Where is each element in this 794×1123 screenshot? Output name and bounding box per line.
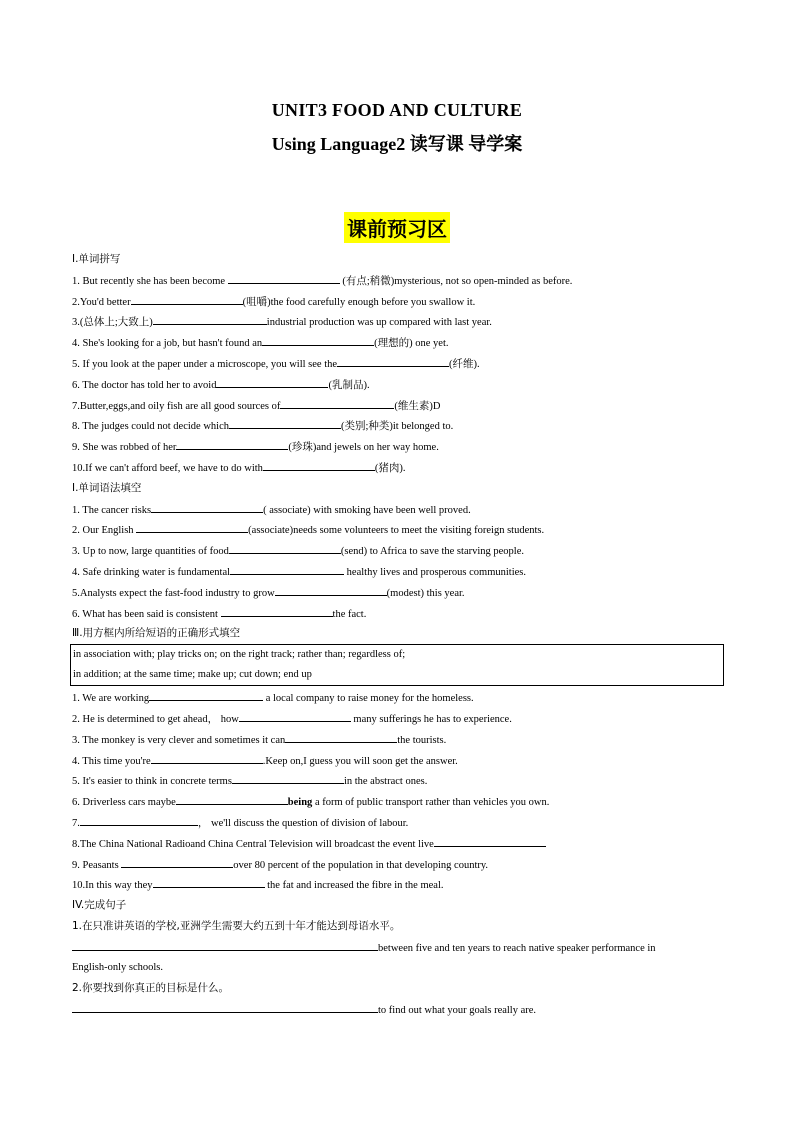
s2-item-6-before: 6. What has been said is consistent [72,609,221,620]
s4-q1-answer-line [72,940,656,956]
s1-item-7 [72,398,440,414]
s3-item-6-before: 6. Driverless cars maybe [72,797,176,808]
s3-item-5-before: 5. It's easier to think in concrete terms [72,776,232,787]
s3-item-1-before: 1. We are working [72,693,150,704]
s1-item-10 [72,460,406,476]
s2-item-4-after: healthy lives and prosperous communities. [344,567,527,578]
section-4-heading: IV.完成句子 [72,899,127,911]
s4-q2-after: to find out what your goals really are. [378,1005,537,1016]
s3-item-9-after: over 80 percent of the population in that developing country. [233,860,489,871]
s3-item-3-after: the tourists. [397,735,447,746]
s1-item-8-before: 8. The judges could not decide which [72,421,229,432]
s2-item-2-blank[interactable] [136,522,248,533]
s3-item-1 [72,690,474,706]
s1-item-5-before: 5. If you look at the paper under a microscope, you will see the [72,359,338,370]
s3-item-5 [72,773,427,789]
s3-item-3-before: 3. The monkey is very clever and sometimes it can [72,735,286,746]
s4-q2-blank[interactable] [72,1002,378,1013]
s1-item-4 [72,335,449,351]
s3-item-10-before: 10.In this way they [72,880,153,891]
s3-item-1-blank[interactable] [149,690,263,701]
s2-item-5-blank[interactable] [275,585,387,596]
s3-item-6-bold: being [287,797,313,808]
phrase-box-line-1: in association with; play tricks on; on the right track; rather than; regardless of; [73,649,406,660]
unit-title: UNIT3 FOOD AND CULTURE [271,100,523,120]
s3-item-4-after: .Keep on,I guess you will soon get the answer. [262,756,458,767]
s4-q1-blank[interactable] [72,940,378,951]
s1-item-8 [72,418,453,434]
s3-item-10 [72,877,444,893]
s2-item-4-before: 4. Safe drinking water is fundamental [72,567,231,578]
s3-item-7-after: ， we'll discuss the question of division of labour. [197,818,409,829]
s1-item-8-blank[interactable] [229,418,341,429]
s1-item-4-before: 4. She's looking for a job, but hasn't found an [72,338,263,349]
s1-item-3-before: 3.(总体上;大致上) [72,317,153,328]
s1-item-8-after: (类别;种类)it belonged to. [340,421,454,432]
s1-item-7-after: (维生素)D [394,401,441,412]
s3-item-9-blank[interactable] [121,857,233,868]
s4-q2-chinese: 2.你要找到你真正的目标是什么。 [72,982,230,994]
s2-item-4-blank[interactable] [230,564,344,575]
s3-item-7-blank[interactable] [80,815,198,826]
s1-item-9-blank[interactable] [176,439,288,450]
s3-item-9-before: 9. Peasants [72,860,122,871]
s1-item-5 [72,356,480,372]
s3-item-2-blank[interactable] [239,711,351,722]
s3-item-2-before: 2. He is determined to get ahead， how [72,714,239,725]
s2-item-1-after: ( associate) with smoking have been well proved. [263,505,471,516]
s1-item-3 [72,314,492,330]
s1-item-2-blank[interactable] [131,294,243,305]
lesson-title: Using Language2 读写课 导学案 [271,134,523,154]
s1-item-6-blank[interactable] [216,377,328,388]
s3-item-7 [72,815,408,831]
s1-item-7-before: 7.Butter,eggs,and oily fish are all good sources of [72,401,281,412]
s4-q1-continuation: English-only schools. [72,962,163,973]
s3-item-4-blank[interactable] [151,753,263,764]
s3-item-8-blank[interactable] [434,836,546,847]
s3-item-8-before: 8.The China National Radioand China Central Television will broadcast the event live [72,839,434,850]
s4-q1-chinese: 1.在只准讲英语的学校,亚洲学生需要大约五到十年才能达到母语水平。 [72,920,401,932]
s2-item-4 [72,564,526,580]
s1-item-5-after: (纤维). [449,359,480,370]
s1-item-2-after: (咀嚼)the food carefully enough before you swallow it. [242,297,476,308]
section-2-heading: I.单词语法填空 [72,482,142,494]
s3-item-6 [72,794,549,810]
s3-item-3-blank[interactable] [285,732,397,743]
s2-item-3-before: 3. Up to now, large quantities of food [72,546,229,557]
s1-item-10-after: (猪肉). [374,463,406,474]
s2-item-2-before: 2. Our English [72,525,137,536]
s1-item-3-after: industrial production was up compared with last year. [266,317,492,328]
preview-section-label: 课前预习区 [344,212,450,243]
s1-item-10-before: 10.If we can't afford beef, we have to do with [72,463,263,474]
s1-item-6 [72,377,370,393]
s2-item-1-blank[interactable] [151,502,263,513]
s2-item-2-after: (associate)needs some volunteers to meet the visiting foreign students. [248,525,545,536]
s1-item-1-blank[interactable] [228,273,340,284]
s1-item-9-before: 9. She was robbed of her [72,442,177,453]
s3-item-10-after: the fat and increased the fibre in the meal. [264,880,444,891]
s3-item-2 [72,711,512,727]
s2-item-3-after: (send) to Africa to save the starving people. [340,546,524,557]
s3-item-1-after: a local company to raise money for the homeless. [263,693,474,704]
s3-item-10-blank[interactable] [153,877,265,888]
s1-item-2 [72,294,475,310]
s3-item-4-before: 4. This time you're [72,756,151,767]
s3-item-5-blank[interactable] [232,773,344,784]
s2-item-1 [72,502,471,518]
s3-item-9 [72,857,488,873]
s1-item-6-after: (乳制品). [328,380,370,391]
s1-item-1 [72,273,572,289]
s1-item-2-before: 2.You'd better [72,297,131,308]
preview-section-label-wrap [0,212,794,243]
s3-item-6-after: a form of public transport rather than vehicles you own. [312,797,550,808]
s3-item-7-before: 7. [72,818,80,829]
s1-item-5-blank[interactable] [337,356,449,367]
phrase-box-line-2: in addition; at the same time; make up; cut down; end up [73,669,312,680]
s3-item-8 [72,836,546,852]
s2-item-6-blank[interactable] [221,606,333,617]
s4-q2-answer-line [72,1002,536,1018]
s2-item-5 [72,585,465,601]
s2-item-1-before: 1. The cancer risks [72,505,152,516]
s1-item-9 [72,439,439,455]
s2-item-3-blank[interactable] [229,543,341,554]
s1-item-4-blank[interactable] [262,335,374,346]
s4-q1-after: between five and ten years to reach native speaker performance in [378,943,656,954]
s3-item-5-after: in the abstract ones. [343,776,428,787]
s1-item-1-after: (有点;稍微)mysterious, not so open-minded as before. [339,276,573,287]
s1-item-4-after: (理想的) one yet. [374,338,449,349]
s1-item-7-blank[interactable] [280,398,394,409]
s2-item-6-after: the fact. [332,609,367,620]
s1-item-1-before: 1. But recently she has been become [72,276,228,287]
s3-item-4 [72,753,458,769]
s3-item-3 [72,732,446,748]
s1-item-10-blank[interactable] [263,460,375,471]
section-3-heading: Ⅲ.用方框内所给短语的正确形式填空 [72,627,241,639]
s1-item-9-after: (珍珠)and jewels on her way home. [288,442,439,453]
s2-item-6 [72,606,366,622]
s2-item-3 [72,543,524,559]
s3-item-2-after: many sufferings he has to experience. [350,714,512,725]
phrase-box [70,644,724,686]
section-1-heading: I.单词拼写 [72,253,121,265]
s1-item-6-before: 6. The doctor has told her to avoid [72,380,217,391]
s2-item-5-before: 5.Analysts expect the fast-food industry to grow [72,588,275,599]
s3-item-6-blank[interactable] [176,794,288,805]
s2-item-5-after: (modest) this year. [386,588,465,599]
s1-item-3-blank[interactable] [153,314,267,325]
s2-item-2 [72,522,544,538]
